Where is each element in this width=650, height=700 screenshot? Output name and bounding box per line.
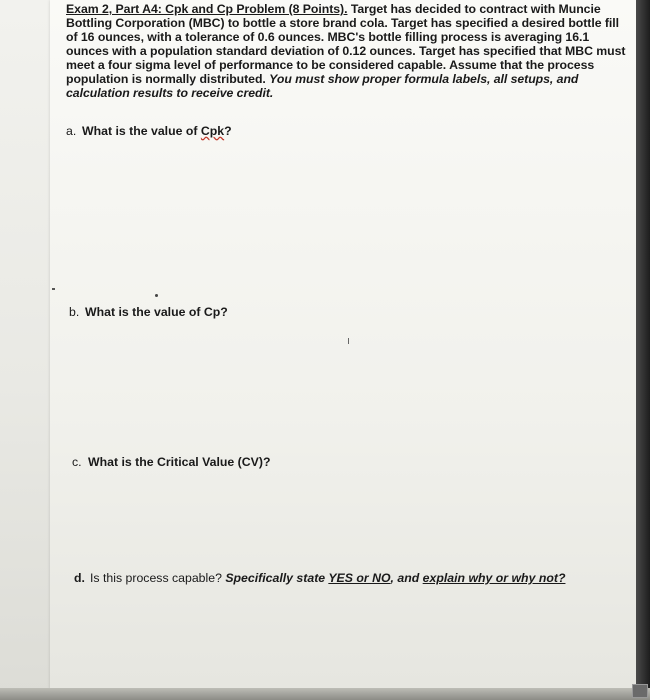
question-a-end: ? (224, 124, 232, 138)
question-d-text: Is this process capable? (90, 571, 226, 585)
question-a-text: What is the value of (82, 124, 201, 138)
question-d-yes-no: YES or NO (328, 571, 391, 585)
question-b-letter: b. (69, 305, 80, 319)
question-d-emphasis: Specifically state (225, 571, 329, 585)
problem-body: Target has decided to contract with Muncie Bottling Corporation (MBC) to bottle a store brand cola. Target has specified a desired bottle fill of 16 ounces, with a tolerance of 0.6 ounces. MBC's bottle filling process is averaging 16.1 ounces with a population standard deviation of 0.12 ounces. Target has specified that MBC must meet a four sigma level of performance to be considered capable. Assume that the process population is normally distributed. (66, 2, 626, 86)
pen-tick (348, 338, 349, 344)
paper-sheet (50, 0, 640, 690)
pen-dot (155, 294, 158, 297)
exam-content (66, 2, 626, 100)
corner-icon (632, 684, 648, 698)
question-b-term: Cp (203, 305, 221, 319)
pen-mark (52, 288, 55, 290)
question-c-term: Critical Value (CV) (157, 455, 263, 469)
question-a (66, 124, 232, 138)
problem-statement (66, 2, 626, 100)
question-c-end: ? (262, 455, 271, 469)
question-c (72, 455, 270, 469)
question-b-end: ? (220, 305, 228, 319)
question-c-text: What is the (88, 455, 158, 469)
question-a-letter: a. (66, 124, 77, 138)
question-b (69, 305, 228, 319)
question-d (74, 571, 565, 585)
question-d-mid: , and (390, 571, 423, 585)
question-d-letter: d. (74, 571, 85, 585)
question-c-letter: c. (72, 455, 82, 469)
question-b-text: What is the value of (85, 305, 204, 319)
question-a-term: Cpk (200, 124, 225, 138)
problem-emphasis: You must show proper formula labels, all setups, and calculation results to receive credit. (66, 72, 579, 100)
question-d-explain: explain why or why not? (422, 571, 566, 585)
problem-heading: Exam 2, Part A4: Cpk and Cp Problem (8 Points). (66, 2, 348, 16)
desk-edge-right (636, 0, 650, 700)
desk-edge-bottom (0, 688, 650, 700)
